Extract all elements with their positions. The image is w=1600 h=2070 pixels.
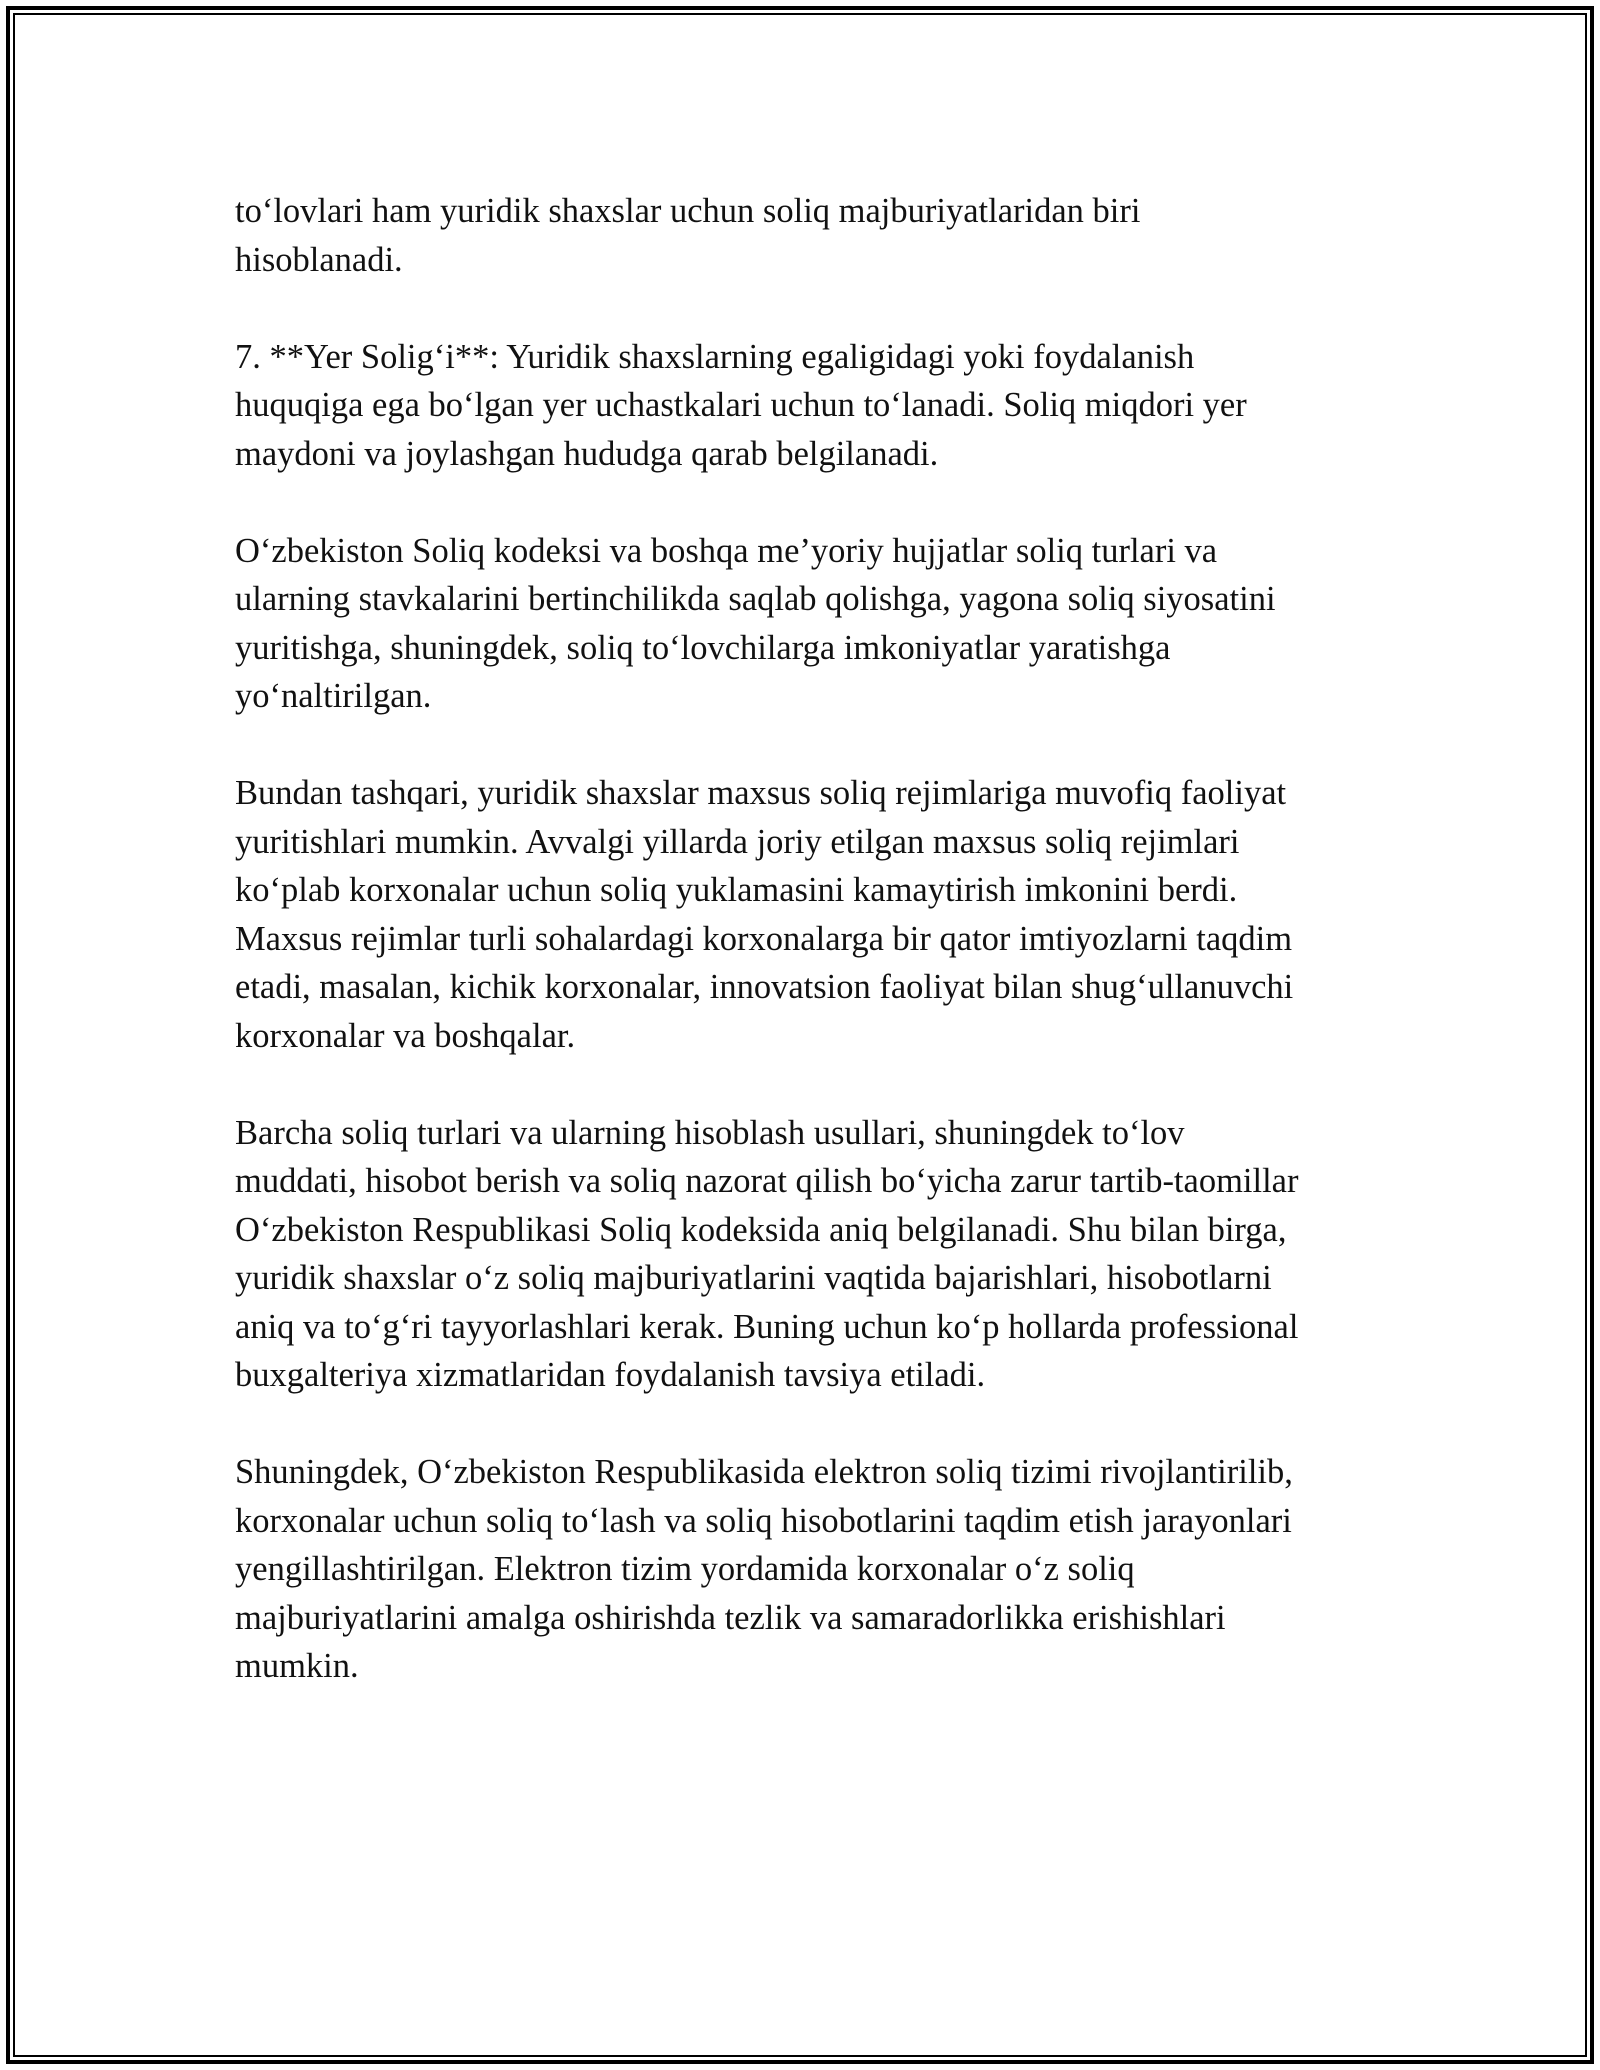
text-line: etadi, masalan, kichik korxonalar, innovatsion faoliyat bilan shug‘ullanuvchi — [235, 968, 1294, 1006]
paragraph-1 — [235, 187, 1385, 284]
text-line: Bundan tashqari, yuridik shaxslar maxsus soliq rejimlariga muvofiq faoliyat — [235, 774, 1287, 812]
text-line: Shuningdek, O‘zbekiston Respublikasida elektron soliq tizimi rivojlantirilib, — [235, 1453, 1293, 1491]
text-line: mumkin. — [235, 1647, 359, 1685]
text-line: yuritishlari mumkin. Avvalgi yillarda joriy etilgan maxsus soliq rejimlari — [235, 822, 1240, 861]
text-line: korxonalar uchun soliq to‘lash va soliq hisobotlarini taqdim etish jarayonlari — [235, 1501, 1292, 1540]
paragraph-6 — [235, 1448, 1385, 1691]
text-line: ularning stavkalarini bertinchilikda saqlab qolishga, yagona soliq siyosatini — [235, 580, 1276, 618]
text-line: Maxsus rejimlar turli sohalardagi korxonalarga bir qator imtiyozlarni taqdim — [235, 919, 1293, 958]
text-line: muddati, hisobot berish va soliq nazorat qilish bo‘yicha zarur tartib-taomillar — [235, 1162, 1299, 1200]
text-line: yuridik shaxslar o‘z soliq majburiyatlarini vaqtida bajarishlari, hisobotlarni — [235, 1259, 1272, 1297]
text-line: yengillashtirilgan. Elektron tizim yordamida korxonalar o‘z soliq — [235, 1550, 1135, 1588]
text-line: aniq va to‘g‘ri tayyorlashlari kerak. Buning uchun ko‘p hollarda professional — [235, 1307, 1299, 1346]
text-line: yo‘naltirilgan. — [235, 677, 432, 715]
text-line: ko‘plab korxonalar uchun soliq yuklamasini kamaytirish imkonini berdi. — [235, 871, 1238, 909]
paragraph-5 — [235, 1109, 1385, 1400]
text-line: O‘zbekiston Soliq kodeksi va boshqa me’yoriy hujjatlar soliq turlari va — [235, 531, 1218, 570]
text-line: to‘lovlari ham yuridik shaxslar uchun soliq majburiyatlaridan biri — [235, 192, 1141, 230]
paragraph-4 — [235, 769, 1385, 1060]
paragraph-2 — [235, 333, 1385, 479]
text-line: O‘zbekiston Respublikasi Soliq kodeksida aniq belgilanadi. Shu bilan birga, — [235, 1210, 1287, 1249]
text-line: huquqiga ega bo‘lgan yer uchastkalari uchun to‘lanadi. Soliq miqdori yer — [235, 386, 1247, 424]
paragraph-3 — [235, 527, 1385, 721]
text-line: hisoblanadi. — [235, 240, 403, 279]
document-body — [235, 187, 1385, 1691]
text-line: buxgalteriya xizmatlaridan foydalanish tavsiya etiladi. — [235, 1356, 986, 1394]
text-line: 7. **Yer Solig‘i**: Yuridik shaxslarning egaligidagi yoki foydalanish — [235, 337, 1195, 376]
text-line: maydoni va joylashgan hududga qarab belgilanadi. — [235, 434, 939, 473]
text-line: Barcha soliq turlari va ularning hisoblash usullari, shuningdek to‘lov — [235, 1113, 1185, 1152]
text-line: korxonalar va boshqalar. — [235, 1016, 576, 1055]
text-line: yuritishga, shuningdek, soliq to‘lovchilarga imkoniyatlar yaratishga — [235, 628, 1171, 667]
text-line: majburiyatlarini amalga oshirishda tezlik va samaradorlikka erishishlari — [235, 1598, 1226, 1637]
